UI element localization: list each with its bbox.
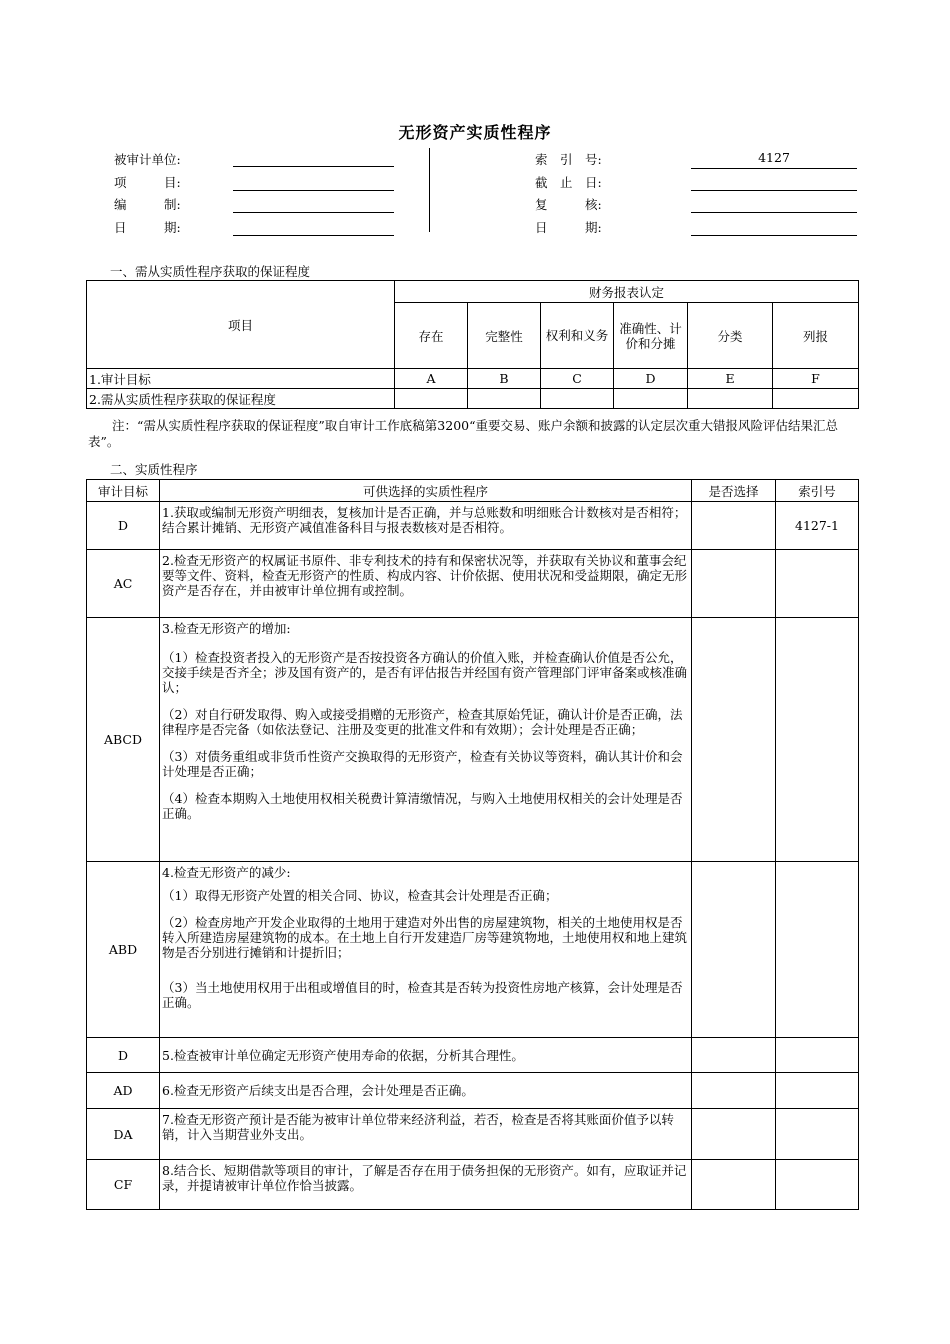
procedure-row: [87, 862, 859, 1038]
selected-cell[interactable]: [692, 1073, 776, 1109]
index-value: 4127: [758, 150, 790, 165]
assurance-table: [86, 280, 859, 409]
procedure-paragraph: 4.检查无形资产的减少:: [162, 865, 291, 880]
date-label-left: 日 期:: [114, 220, 181, 235]
fs-assertion-header: 财务报表认定: [395, 281, 859, 303]
selected-cell[interactable]: [692, 862, 776, 1038]
cutoff-label: 截 止 日:: [535, 175, 602, 190]
row-objective: ABCD: [87, 618, 160, 862]
index-cell[interactable]: [776, 1160, 859, 1210]
procedure-row: [87, 618, 859, 862]
procedure-paragraph: 7.检查无形资产预计是否能为被审计单位带来经济利益，若否，检查是否将其账面价值予以转销，计入当期营业外支出。: [162, 1112, 674, 1142]
row-objective: AD: [87, 1073, 160, 1109]
date-field-right[interactable]: [691, 235, 857, 236]
row-objective: ABD: [87, 862, 160, 1038]
assurance-cell-rights[interactable]: [541, 389, 614, 409]
index-cell[interactable]: [776, 862, 859, 1038]
col-completeness: 完整性: [468, 303, 541, 369]
index-label: 索 引 号:: [535, 152, 602, 167]
procedure-text: [160, 618, 692, 862]
header-divider: [429, 148, 430, 232]
header-selected: 是否选择: [692, 480, 776, 502]
header-procedure: 可供选择的实质性程序: [160, 480, 692, 502]
procedure-paragraph: （1）取得无形资产处置的相关合同、协议，检查其会计处理是否正确；: [162, 888, 558, 903]
procedure-paragraph: 8.结合长、短期借款等项目的审计，了解是否存在用于债务担保的无形资产。如有，应取证并记录，并提请被审计单位作恰当披露。: [162, 1163, 687, 1193]
header-objective: 审计目标: [87, 480, 160, 502]
procedure-paragraph: （2）对自行研发取得、购入或接受捐赠的无形资产，检查其原始凭证，确认计价是否正确，法律程序是否完备（如依法登记、注册及变更的批准文件和有效期）；会计处理是否正确；: [162, 707, 683, 737]
procedure-row: [87, 1109, 859, 1160]
procedure-text: [160, 502, 692, 550]
procedure-paragraph: （1）检查投资者投入的无形资产是否按投资各方确认的价值入账，并检查确认价值是否公允，交接手续是否齐全；涉及国有资产的，是否有评估报告并经国有资产管理部门评审备案或核准确认；: [162, 650, 688, 695]
procedure-paragraph: 1.获取或编制无形资产明细表，复核加计是否正确，并与总账数和明细账合计数核对是否相符；结合累计摊销、无形资产减值准备科目与报表数核对是否相符。: [162, 505, 687, 535]
col-existence: 存在: [395, 303, 468, 369]
row-objective: AC: [87, 550, 160, 618]
selected-cell[interactable]: [692, 1038, 776, 1073]
row-objective: D: [87, 502, 160, 550]
table-row: [87, 369, 859, 389]
index-cell[interactable]: [776, 1109, 859, 1160]
project-label: 项 目:: [114, 175, 181, 190]
assurance-cell-accuracy[interactable]: [614, 389, 688, 409]
procedures-table: [86, 479, 859, 1210]
index-cell[interactable]: [776, 1073, 859, 1109]
row-objective: D: [87, 1038, 160, 1073]
cell-value: A: [395, 369, 468, 389]
selected-cell[interactable]: [692, 1109, 776, 1160]
procedure-row: [87, 1038, 859, 1073]
assurance-cell-presentation[interactable]: [773, 389, 859, 409]
row-objective: CF: [87, 1160, 160, 1210]
procedure-row: [87, 1073, 859, 1109]
procedure-paragraph: 6.检查无形资产后续支出是否合理，会计处理是否正确。: [162, 1083, 474, 1098]
procedure-paragraph: 5.检查被审计单位确定无形资产使用寿命的依据，分析其合理性。: [162, 1047, 524, 1063]
col-accuracy-valuation: 准确性、计价和分摊: [614, 303, 688, 369]
procedure-paragraph: （4）检查本期购入土地使用权相关税费计算清缴情况，与购入土地使用权相关的会计处理是否正确。: [162, 791, 683, 821]
item-header: 项目: [87, 281, 395, 369]
table-row: [87, 389, 859, 409]
procedure-paragraph: 2.检查无形资产的权属证书原件、非专利技术的持有和保密状况等，并获取有关协议和董事会纪要等文件、资料，检查无形资产的性质、构成内容、计价依据、使用状况和受益期限，确定无形资产是否存在，并由被审计单位拥有或控制。: [162, 553, 688, 598]
col-rights-obligations: 权利和义务: [541, 303, 614, 369]
index-cell[interactable]: [776, 550, 859, 618]
procedure-row: [87, 502, 859, 550]
procedure-text: [160, 1038, 692, 1073]
selected-cell[interactable]: [692, 502, 776, 550]
procedure-row: [87, 550, 859, 618]
procedure-paragraph: 3.检查无形资产的增加:: [162, 621, 291, 636]
audited-unit-field[interactable]: [233, 166, 394, 167]
index-cell: 4127-1: [776, 502, 859, 550]
review-field[interactable]: [691, 212, 857, 213]
assurance-cell-existence[interactable]: [395, 389, 468, 409]
section1-title: 一、需从实质性程序获取的保证程度: [110, 264, 311, 279]
col-presentation: 列报: [773, 303, 859, 369]
procedure-text: [160, 1160, 692, 1210]
procedure-text: [160, 1073, 692, 1109]
procedure-text: [160, 1109, 692, 1160]
cell-value: D: [614, 369, 688, 389]
review-label: 复 核:: [535, 197, 602, 212]
row-objective: DA: [87, 1109, 160, 1160]
cell-value: E: [688, 369, 773, 389]
header-index: 索引号: [776, 480, 859, 502]
index-cell[interactable]: [776, 1038, 859, 1073]
procedure-text: [160, 862, 692, 1038]
date-field-left[interactable]: [233, 235, 394, 236]
cell-value: F: [773, 369, 859, 389]
row-label: 1.审计目标: [87, 369, 395, 389]
index-cell[interactable]: [776, 618, 859, 862]
prepared-field[interactable]: [233, 212, 394, 213]
selected-cell[interactable]: [692, 618, 776, 862]
procedure-paragraph: （3）当土地使用权用于出租或增值目的时，检查其是否转为投资性房地产核算，会计处理是否正确。: [162, 980, 683, 1010]
cutoff-field[interactable]: [691, 190, 857, 191]
date-label-right: 日 期:: [535, 220, 602, 235]
project-field[interactable]: [233, 190, 394, 191]
assurance-cell-completeness[interactable]: [468, 389, 541, 409]
procedure-row: [87, 1160, 859, 1210]
row-label: 2.需从实质性程序获取的保证程度: [87, 389, 395, 409]
section1-note: 注：“需从实质性程序获取的保证程度”取自审计工作底稿第3200“重要交易、账户余额和披露的认定层次重大错报风险评估结果汇总表”。: [88, 418, 838, 449]
assurance-cell-classification[interactable]: [688, 389, 773, 409]
cell-value: C: [541, 369, 614, 389]
procedure-paragraph: （2）检查房地产开发企业取得的土地用于建造对外出售的房屋建筑物，相关的土地使用权是否转入所建造房屋建筑物的成本。在土地上自行开发建造厂房等建筑物地，土地使用权和地上建筑物是否分别进行摊销和计提折旧；: [162, 915, 688, 960]
section2-title: 二、实质性程序: [110, 462, 198, 477]
index-field[interactable]: [691, 168, 857, 169]
selected-cell[interactable]: [692, 550, 776, 618]
prepared-label: 编 制:: [114, 197, 181, 212]
page-title: 无形资产实质性程序: [398, 123, 552, 142]
procedure-text: [160, 550, 692, 618]
col-classification: 分类: [688, 303, 773, 369]
audited-unit-label: 被审计单位:: [114, 152, 181, 167]
procedure-paragraph: （3）对债务重组或非货币性资产交换取得的无形资产，检查有关协议等资料，确认其计价和会计处理是否正确；: [162, 749, 683, 779]
selected-cell[interactable]: [692, 1160, 776, 1210]
cell-value: B: [468, 369, 541, 389]
